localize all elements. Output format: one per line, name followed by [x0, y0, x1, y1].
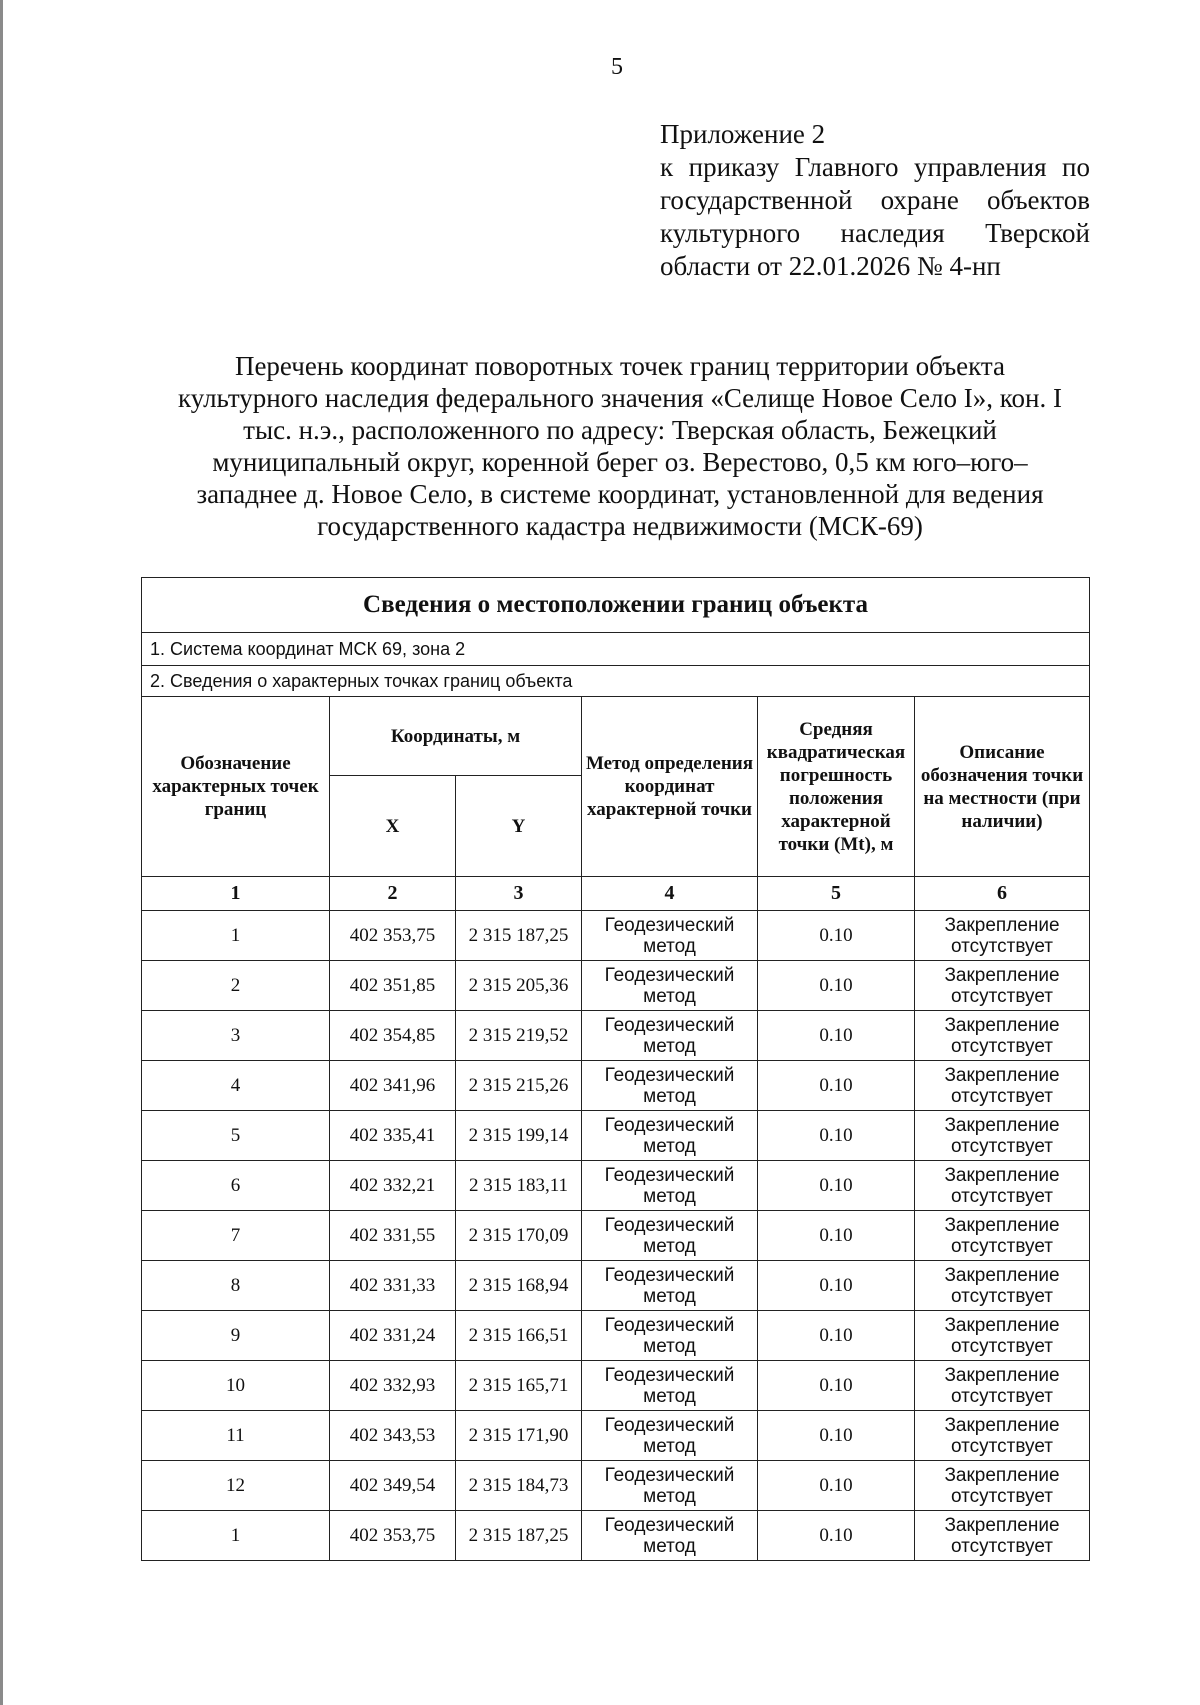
cell-y: 2 315 183,11 [456, 1161, 582, 1211]
cell-method: Геодезический метод [582, 1211, 758, 1261]
cell-point: 1 [142, 1511, 330, 1561]
cell-description: Закрепление отсутствует [915, 1261, 1090, 1311]
cell-y: 2 315 168,94 [456, 1261, 582, 1311]
cell-method: Геодезический метод [582, 1261, 758, 1311]
appendix-line: Приложение 2 [660, 119, 826, 149]
cell-method: Геодезический метод [582, 911, 758, 961]
cell-y: 2 315 205,36 [456, 961, 582, 1011]
cell-x: 402 332,93 [330, 1361, 456, 1411]
cell-x: 402 332,21 [330, 1161, 456, 1211]
table-row [142, 1311, 1090, 1361]
column-number: 6 [915, 877, 1090, 911]
scan-left-edge [0, 0, 3, 1705]
column-number: 1 [142, 877, 330, 911]
cell-error: 0.10 [758, 961, 915, 1011]
column-number: 2 [330, 877, 456, 911]
cell-error: 0.10 [758, 1311, 915, 1361]
title-line: культурного наследия федерального значения «Селище Новое Село I», кон. I [178, 383, 1062, 413]
table-row [142, 1361, 1090, 1411]
document-title [140, 350, 1100, 542]
title-line: муниципальный округ, коренной берег оз. Верестово, 0,5 км юго–юго– [212, 447, 1028, 477]
cell-method: Геодезический метод [582, 1061, 758, 1111]
coordinate-system-row: 1. Система координат МСК 69, зона 2 [142, 633, 1090, 666]
table-row [142, 1011, 1090, 1061]
table-row [142, 1461, 1090, 1511]
table-row [142, 1061, 1090, 1111]
title-line: государственного кадастра недвижимости (МСК-69) [317, 511, 923, 541]
title-line: Перечень координат поворотных точек границ территории объекта [234, 351, 1006, 381]
cell-error: 0.10 [758, 1111, 915, 1161]
cell-description: Закрепление отсутствует [915, 1461, 1090, 1511]
cell-y: 2 315 199,14 [456, 1111, 582, 1161]
column-number: 4 [582, 877, 758, 911]
table-row [142, 1261, 1090, 1311]
cell-error: 0.10 [758, 1361, 915, 1411]
cell-y: 2 315 170,09 [456, 1211, 582, 1261]
header-method: Метод определения координат характерной точки [582, 697, 758, 877]
cell-method: Геодезический метод [582, 1011, 758, 1061]
cell-error: 0.10 [758, 1211, 915, 1261]
header-point: Обозначение характерных точек границ [142, 697, 330, 877]
cell-x: 402 353,75 [330, 1511, 456, 1561]
cell-error: 0.10 [758, 1261, 915, 1311]
page-number: 5 [611, 54, 623, 80]
table-row [142, 1411, 1090, 1461]
cell-method: Геодезический метод [582, 1311, 758, 1361]
cell-error: 0.10 [758, 1161, 915, 1211]
table-row [142, 1111, 1090, 1161]
cell-description: Закрепление отсутствует [915, 1361, 1090, 1411]
column-number: 5 [758, 877, 915, 911]
cell-description: Закрепление отсутствует [915, 1411, 1090, 1461]
cell-y: 2 315 166,51 [456, 1311, 582, 1361]
cell-description: Закрепление отсутствует [915, 1011, 1090, 1061]
appendix-heading [660, 118, 1090, 283]
cell-y: 2 315 171,90 [456, 1411, 582, 1461]
table-row [142, 961, 1090, 1011]
cell-point: 4 [142, 1061, 330, 1111]
cell-point: 2 [142, 961, 330, 1011]
cell-description: Закрепление отсутствует [915, 911, 1090, 961]
cell-point: 9 [142, 1311, 330, 1361]
cell-x: 402 353,75 [330, 911, 456, 961]
boundary-coordinates-table [141, 577, 1090, 1561]
points-info-row: 2. Сведения о характерных точках границ объекта [142, 666, 1090, 697]
cell-method: Геодезический метод [582, 1361, 758, 1411]
cell-description: Закрепление отсутствует [915, 1511, 1090, 1561]
cell-point: 3 [142, 1011, 330, 1061]
cell-method: Геодезический метод [582, 1461, 758, 1511]
title-line: тыс. н.э., расположенного по адресу: Тверская область, Бежецкий [243, 415, 997, 445]
cell-description: Закрепление отсутствует [915, 1061, 1090, 1111]
cell-y: 2 315 215,26 [456, 1061, 582, 1111]
table-caption: Сведения о местоположении границ объекта [142, 578, 1090, 633]
cell-error: 0.10 [758, 1511, 915, 1561]
cell-x: 402 351,85 [330, 961, 456, 1011]
cell-x: 402 343,53 [330, 1411, 456, 1461]
cell-point: 12 [142, 1461, 330, 1511]
cell-point: 7 [142, 1211, 330, 1261]
table-row [142, 1211, 1090, 1261]
cell-error: 0.10 [758, 911, 915, 961]
cell-y: 2 315 219,52 [456, 1011, 582, 1061]
cell-point: 11 [142, 1411, 330, 1461]
header-x: X [330, 776, 456, 877]
table-row [142, 1511, 1090, 1561]
appendix-line: области от 22.01.2026 № 4-нп [660, 251, 1001, 281]
table-row [142, 911, 1090, 961]
cell-method: Геодезический метод [582, 1161, 758, 1211]
appendix-line: культурного наследия Тверской [660, 218, 1090, 248]
cell-y: 2 315 165,71 [456, 1361, 582, 1411]
cell-x: 402 331,24 [330, 1311, 456, 1361]
cell-error: 0.10 [758, 1011, 915, 1061]
cell-error: 0.10 [758, 1461, 915, 1511]
cell-x: 402 354,85 [330, 1011, 456, 1061]
cell-point: 8 [142, 1261, 330, 1311]
cell-description: Закрепление отсутствует [915, 1161, 1090, 1211]
cell-point: 1 [142, 911, 330, 961]
appendix-line: государственной охране объектов [660, 185, 1090, 215]
header-coordinates: Координаты, м [330, 697, 582, 776]
header-error: Средняя квадратическая погрешность положения характерной точки (Mt), м [758, 697, 915, 877]
cell-y: 2 315 187,25 [456, 1511, 582, 1561]
column-number: 3 [456, 877, 582, 911]
cell-error: 0.10 [758, 1411, 915, 1461]
cell-method: Геодезический метод [582, 1411, 758, 1461]
cell-y: 2 315 187,25 [456, 911, 582, 961]
cell-description: Закрепление отсутствует [915, 1111, 1090, 1161]
cell-x: 402 331,33 [330, 1261, 456, 1311]
appendix-line: к приказу Главного управления по [660, 152, 1090, 182]
cell-point: 6 [142, 1161, 330, 1211]
cell-point: 5 [142, 1111, 330, 1161]
cell-x: 402 331,55 [330, 1211, 456, 1261]
header-description: Описание обозначения точки на местности (при наличии) [915, 697, 1090, 877]
cell-y: 2 315 184,73 [456, 1461, 582, 1511]
cell-method: Геодезический метод [582, 961, 758, 1011]
table-row [142, 1161, 1090, 1211]
cell-description: Закрепление отсутствует [915, 1311, 1090, 1361]
cell-x: 402 349,54 [330, 1461, 456, 1511]
title-line: западнее д. Новое Село, в системе координат, установленной для ведения [196, 479, 1044, 509]
cell-description: Закрепление отсутствует [915, 961, 1090, 1011]
cell-method: Геодезический метод [582, 1111, 758, 1161]
cell-error: 0.10 [758, 1061, 915, 1111]
cell-x: 402 341,96 [330, 1061, 456, 1111]
cell-description: Закрепление отсутствует [915, 1211, 1090, 1261]
cell-x: 402 335,41 [330, 1111, 456, 1161]
cell-point: 10 [142, 1361, 330, 1411]
header-y: Y [456, 776, 582, 877]
cell-method: Геодезический метод [582, 1511, 758, 1561]
